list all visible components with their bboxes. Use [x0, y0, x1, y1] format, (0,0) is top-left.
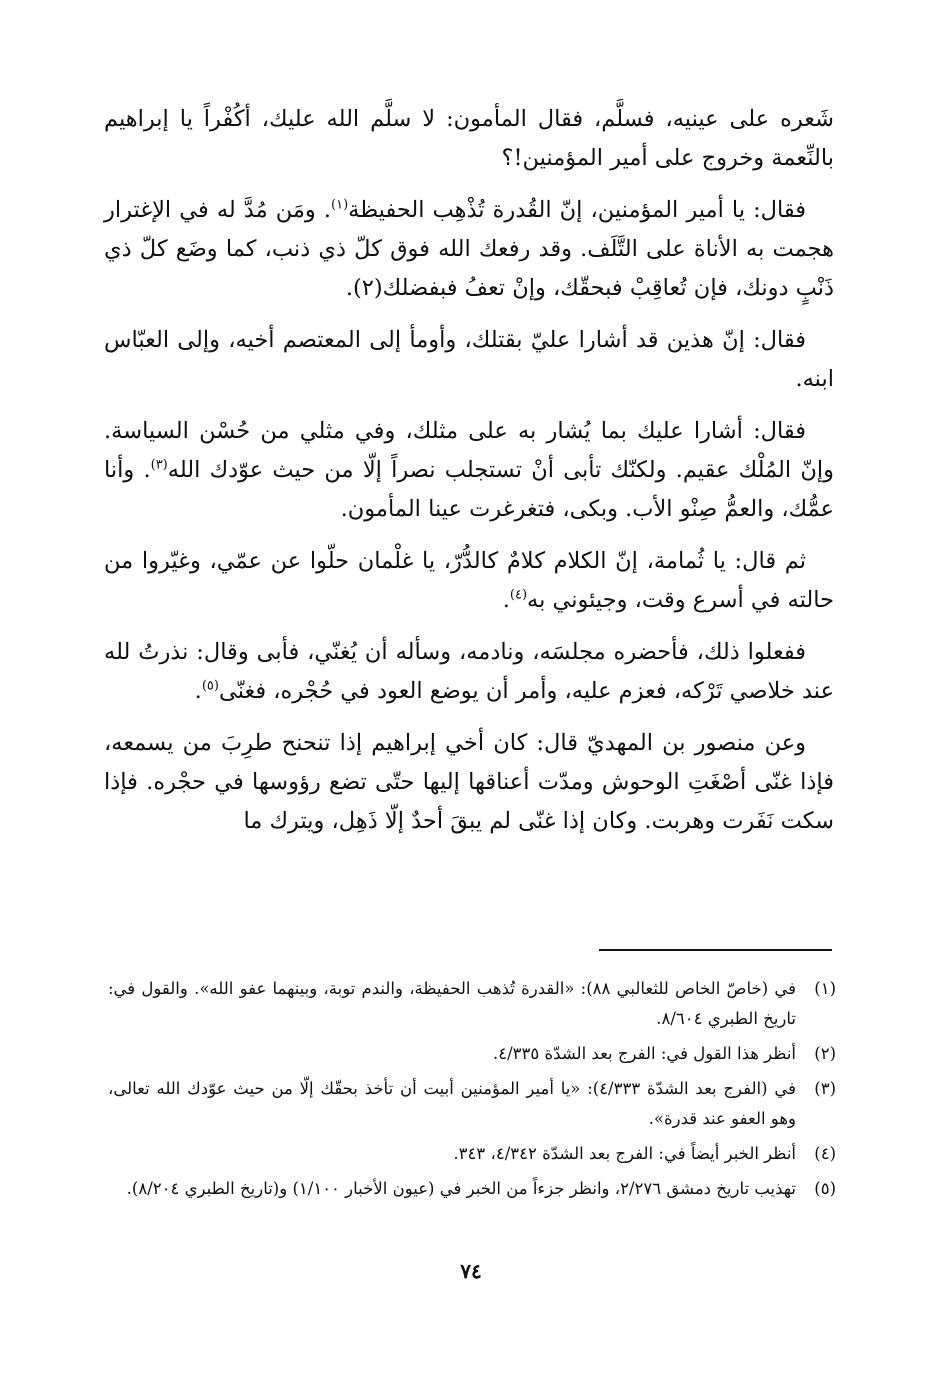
- footnote-text: تهذيب تاريخ دمشق ٢/٢٧٦، وانظر جزءاً من الخبر في (عيون الأخبار ١/١٠٠) و(تاريخ الطبري ٨/٢٠٤).: [126, 1179, 796, 1198]
- footnote-5: [108, 1174, 836, 1204]
- footnote-number: (١): [814, 979, 836, 998]
- main-text: [104, 100, 834, 841]
- footnote-text: في (الفرج بعد الشدّة ٤/٣٣٣): «يا أمير المؤمنين أبيت أن تأخذ بحقّك إلّا من حيث عوّدك الله تعالى، وهو العفو عند قدرة».: [108, 1079, 796, 1128]
- paragraph: [104, 412, 834, 529]
- footnote-reference: (٥): [201, 678, 219, 694]
- footnotes: [108, 974, 836, 1209]
- footnote-reference: (٣): [150, 457, 168, 473]
- paragraph-text-continued: .: [194, 678, 202, 704]
- paragraph-text: وعن منصور بن المهديّ قال: كان أخي إبراهيم إذا تنحنح طرِبَ من يسمعه، فإذا غنّى أصْغَتِ الوحوش ومدّت أعناقها إليها حتّى تضع رؤوسها في حجْره. فإذا سكت نَفَرت وهربت. وكان إذا غنّى لم يبقَ أحدٌ إلّا ذَهِل، ويترك ما: [104, 730, 834, 834]
- footnote-number: (٣): [814, 1079, 836, 1098]
- footnote-number: (٥): [814, 1179, 836, 1198]
- paragraph-text-continued: .: [502, 587, 510, 613]
- footnote-reference: (٤): [509, 587, 528, 603]
- paragraph-text: فقال: إنّ هذين قد أشارا عليّ بقتلك، وأومأ إلى المعتصم أخيه، وإلى العبّاس ابنه.: [104, 327, 834, 392]
- paragraph-text: شَعره على عينيه، فسلَّم، فقال المأمون: لا سلَّم الله عليك، أكُفْراً يا إبراهيم بالنِّعمة وخروج على أمير المؤمنين!؟: [104, 106, 834, 171]
- page-number: ٧٤: [460, 1259, 482, 1283]
- footnote-4: [108, 1139, 836, 1169]
- paragraph: [104, 633, 834, 711]
- paragraph: [104, 321, 834, 399]
- paragraph-text: فقال: أشارا عليك بما يُشار به على مثلك، وفي مثلي من حُسْن السياسة. وإنّ المُلْك عقيم. ولكنّك تأبى أنْ تستجلب نصراً إلّا من حيث عوّدك الله: [104, 418, 834, 483]
- footnote-1: [108, 974, 836, 1034]
- footnote-number: (٢): [814, 1044, 836, 1063]
- paragraph: [104, 191, 834, 308]
- footnote-text: أنظر الخبر أيضاً في: الفرج بعد الشدّة ٤/٣٤٢، ٣٤٣.: [453, 1144, 796, 1163]
- paragraph-text: ثم قال: يا ثُمامة، إنّ الكلام كلامٌ كالدُّرّ، يا غلْمان حلّوا عن عمّي، وغيّروا من حالته في أسرع وقت، وجيئوني به: [104, 548, 834, 613]
- paragraph: [104, 542, 834, 620]
- paragraph-text-continued: . وأنا عمُّك، والعمُّ صِنْو الأب. وبكى، فتغرغرت عينا المأمون.: [104, 457, 834, 522]
- paragraph-text: فقال: يا أمير المؤمنين، إنّ القُدرة تُذْهِب الحفيظة: [348, 197, 806, 223]
- footnote-reference: (١): [331, 197, 349, 213]
- paragraph-text: ففعلوا ذلك، فأحضره مجلسَه، ونادمه، وسأله أن يُغنّي، فأبى وقال: نذرتُ لله عند خلاصي تَرْكه، فعزم عليه، وأمر أن يوضع العود في حُجْره، فغنّى: [104, 639, 834, 704]
- paragraph: [104, 100, 834, 178]
- footnote-2: [108, 1039, 836, 1069]
- footnote-separator: [599, 949, 832, 951]
- footnote-text: في (خاصّ الخاص للثعالبي ٨٨): «القدرة تُذهب الحفيظة، والندم توبة، وبينهما عفو الله». والقول في: تاريخ الطبري ٨/٦٠٤.: [108, 979, 796, 1028]
- paragraph: [104, 724, 834, 841]
- footnote-3: [108, 1074, 836, 1134]
- footnote-number: (٤): [814, 1144, 836, 1163]
- footnote-text: أنظر هذا القول في: الفرج بعد الشدّة ٤/٣٣٥.: [493, 1044, 796, 1063]
- paragraph-text-continued: . ومَن مُدَّ له في الإغترار هجمت به الأناة على التَّلَف. وقد رفعك الله فوق كلّ ذي ذنب، كما وضَع كلّ ذي ذَنْبٍ دونك، فإن تُعاقِبْ فبحقّك، وإنْ تعفُ فبفضلك(٢).: [104, 197, 834, 301]
